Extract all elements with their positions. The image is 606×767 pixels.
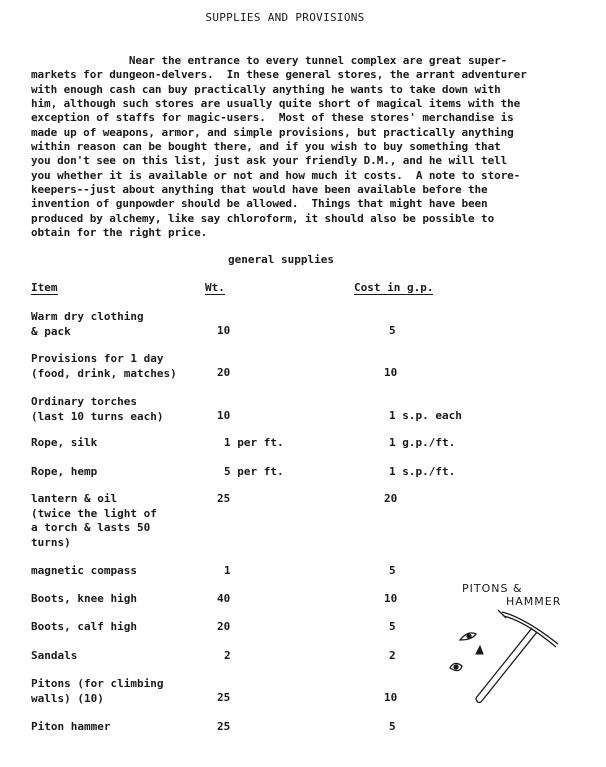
intro-line: exception of staffs for magic-users. Most of these stores' merchandise is: [31, 111, 514, 125]
intro-line: made up of weapons, armor, and simple provisions, but practically anything: [31, 125, 514, 139]
table-row-item: Boots, calf high: [31, 620, 137, 633]
table-row-cost: 10: [384, 691, 398, 704]
intro-line: Near the entrance to every tunnel complex are great super-: [31, 54, 508, 67]
table-row-item: Sandals: [31, 649, 78, 662]
table-row-item: Boots, knee high: [31, 592, 137, 605]
intro-line: with enough cash can buy practically anything he wants to take down with: [31, 82, 501, 96]
table-row-weight: 1: [224, 564, 231, 577]
illustration-caption-2: HAMMER: [506, 595, 562, 608]
table-row-item: lantern & oil (twice the light of a torch & lasts 50 turns): [31, 492, 157, 549]
intro-line: you whether it is available or not and how much it costs. A note to store-: [31, 168, 521, 182]
pitons-hammer-illustration: [440, 574, 590, 714]
table-row-item: Rope, silk: [31, 436, 98, 449]
table-row-cost: 5: [389, 324, 396, 337]
header-item: Item: [31, 281, 58, 294]
intro-paragraph: [31, 54, 591, 240]
table-row-weight: 20: [217, 366, 231, 379]
table-row-weight: 10: [217, 324, 231, 337]
illustration-caption-1: PITONS &: [462, 582, 523, 595]
intro-line: obtain for the right price.: [31, 226, 208, 240]
piton-icon: [450, 663, 462, 670]
piton-icon: [460, 633, 476, 640]
table-row-cost: 5: [389, 620, 396, 633]
table-row-cost: 1 s.p. each: [389, 409, 462, 422]
table-row-weight: 20: [217, 620, 231, 633]
table-row-cost: 10: [384, 592, 398, 605]
table-row-weight: 10: [217, 409, 231, 422]
table-row-weight: 1 per ft.: [224, 436, 284, 449]
piton-icon: [476, 646, 483, 654]
intro-line: produced by alchemy, like say chloroform, it should also be possible to: [31, 211, 495, 225]
table-row-item: Rope, hemp: [31, 465, 98, 478]
table-row-item: Ordinary torches (last 10 turns each): [31, 395, 164, 423]
table-caption: general supplies: [228, 253, 334, 266]
table-row-weight: 25: [217, 691, 231, 704]
table-row-item: magnetic compass: [31, 564, 137, 577]
intro-line: within reason can be bought there, and if you wish to buy something that: [31, 140, 501, 154]
hammer-icon: [476, 610, 558, 703]
table-row-cost: 20: [384, 492, 398, 505]
intro-line: him, although such stores are usually quite short of magical items with the: [31, 97, 521, 111]
intro-line: invention of gunpowder should be allowed. Things that might have been: [31, 197, 488, 211]
table-row-item: Warm dry clothing & pack: [31, 310, 144, 338]
header-cost: Cost in g.p.: [354, 281, 434, 294]
table-row-cost: 5: [389, 720, 396, 733]
table-row-cost: 1 s.p./ft.: [389, 465, 456, 478]
table-row-cost: 10: [384, 366, 398, 379]
page-title: SUPPLIES AND PROVISIONS: [205, 11, 365, 24]
header-weight: Wt.: [205, 281, 225, 294]
intro-line: markets for dungeon-delvers. In these general stores, the arrant adventurer: [31, 68, 527, 82]
table-row-item: Piton hammer: [31, 720, 111, 733]
table-row-item: Provisions for 1 day (food, drink, matches): [31, 352, 177, 380]
table-row-cost: 2: [389, 649, 396, 662]
table-row-cost: 1 g.p./ft.: [389, 436, 456, 449]
table-row-weight: 2: [224, 649, 231, 662]
table-row-item: Pitons (for climbing walls) (10): [31, 677, 164, 705]
table-row-weight: 25: [217, 492, 231, 505]
table-row-weight: 5 per ft.: [224, 465, 284, 478]
intro-line: you don't see on this list, just ask your friendly D.M., and he will tell: [31, 154, 508, 168]
table-row-cost: 5: [389, 564, 396, 577]
table-row-weight: 25: [217, 720, 231, 733]
intro-line: keepers--just about anything that would have been available before the: [31, 183, 488, 197]
table-row-weight: 40: [217, 592, 231, 605]
